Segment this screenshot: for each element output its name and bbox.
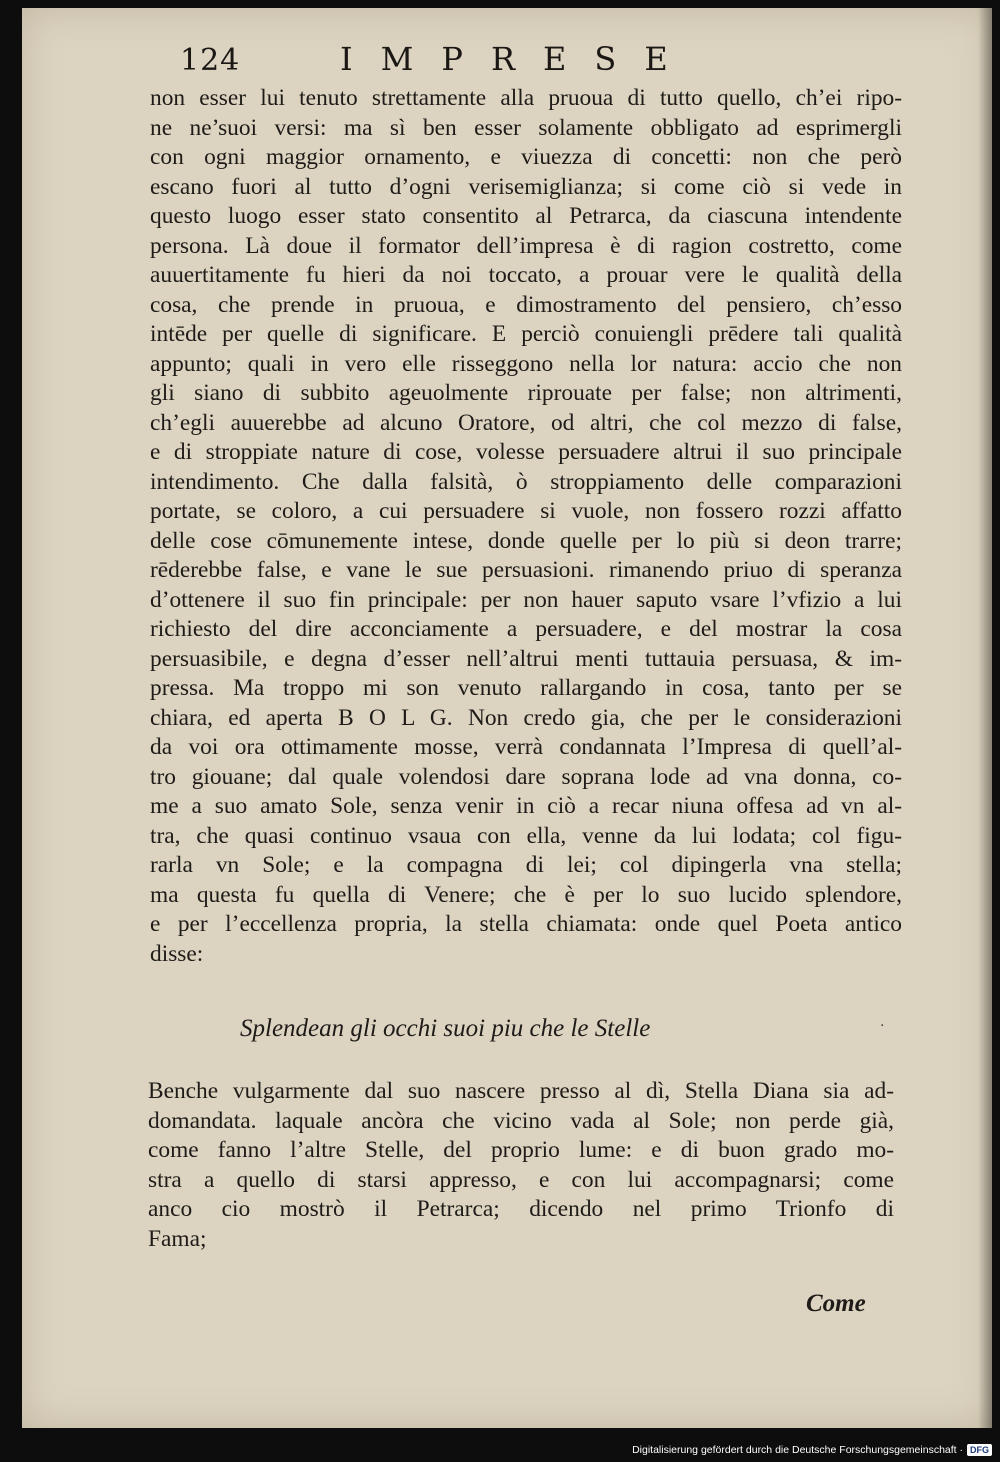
- margin-mark: ·: [880, 1018, 885, 1034]
- text-line: pressa. Ma troppo mi son venuto rallargando in cosa, tanto per se: [150, 675, 902, 701]
- text-line: tra, che quasi continuo vsaua con ella, venne da lui lodata; col figu-: [150, 822, 902, 849]
- funding-notice: Digitalisierung gefördert durch die Deutsche Forschungsgemeinschaft ·: [632, 1444, 963, 1456]
- digitization-footer: [632, 1444, 992, 1456]
- text-line: persuasibile, e degna d’esser nell’altrui menti tuttauia persuasa, & im-: [150, 645, 902, 672]
- text-line: e per l’eccellenza propria, la stella chiamata: onde quel Poeta antico: [150, 911, 902, 937]
- text-line: richiesto del dire acconciamente a persuadere, e del mostrar la cosa: [150, 616, 902, 642]
- text-line: auuertitamente fu hieri da noi toccato, a prouar vere le qualità della: [150, 262, 902, 288]
- text-line: cosa, che prende in pruoua, e dimostramento del pensiero, ch’esso: [150, 291, 902, 318]
- text-line: portate, se coloro, a cui persuadere si vuole, non fossero rozzi affatto: [150, 498, 902, 524]
- page-number: 124: [180, 43, 241, 78]
- verse-quotation: Splendean gli occhi suoi piu che le Stelle: [240, 1015, 651, 1042]
- text-line: stra a quello di starsi appresso, e con lui accompagnarsi; come: [148, 1166, 894, 1193]
- catchword: Come: [806, 1290, 866, 1317]
- body-text-continued: [148, 1077, 894, 1254]
- text-line: intendimento. Che dalla falsità, ò stroppiamento delle comparazioni: [150, 468, 902, 495]
- text-line: con ogni maggior ornamento, e viuezza di concetti: non che però: [150, 144, 902, 170]
- text-line: rēderebbe false, e vane le sue persuasioni. rimanendo priuo di speranza: [150, 557, 902, 583]
- text-line: non esser lui tenuto strettamente alla pruoua di tutto quello, ch’ei ripo-: [150, 85, 902, 111]
- dfg-logo: DFG: [967, 1444, 992, 1456]
- text-line: ma questa fu quella di Venere; che è per lo suo lucido splendore,: [150, 881, 902, 908]
- text-line: Benche vulgarmente dal suo nascere presso al dì, Stella Diana sia ad-: [148, 1078, 894, 1104]
- text-line: rarla vn Sole; e la compagna di lei; col dipingerla vna stella;: [150, 852, 902, 878]
- text-line: e di stroppiate nature di cose, volesse persuadere altrui il suo principale: [150, 439, 902, 465]
- text-line: me a suo amato Sole, senza venir in ciò a recar niuna offesa ad vn al-: [150, 793, 902, 819]
- text-line: gli siano di subbito ageuolmente riprouate per false; non altrimenti,: [150, 380, 902, 406]
- text-line: persona. Là doue il formator dell’impresa è di ragion costretto, come: [150, 232, 902, 259]
- text-line: domandata. laquale ancòra che vicino vada al Sole; non perde già,: [148, 1107, 894, 1134]
- text-line: chiara, ed aperta B O L G. Non credo gia, che per le considerazioni: [150, 704, 902, 731]
- text-line: ch’egli auuerebbe ad alcuno Oratore, od altri, che col mezzo di false,: [150, 409, 902, 436]
- text-line: da voi ora ottimamente mosse, verrà condannata l’Impresa di quell’al-: [150, 734, 902, 760]
- text-line: delle cose cōmunemente intese, donde quelle per lo più si deon trarre;: [150, 527, 902, 554]
- running-title: IMPRESE: [340, 40, 696, 78]
- page-header: [180, 40, 920, 78]
- text-line: escano fuori al tutto d’ogni verisemiglianza; si come ciò si vede in: [150, 173, 902, 200]
- text-line: intēde per quelle di significare. E perciò conuiengli prēdere tali qualità: [150, 321, 902, 347]
- text-line: come fanno l’altre Stelle, del proprio lume: e di buon grado mo-: [148, 1137, 894, 1163]
- text-line: ne ne’suoi versi: ma sì ben esser solamente obbligato ad esprimergli: [150, 114, 902, 141]
- text-line: questo luogo esser stato consentito al Petrarca, da ciascuna intendente: [150, 203, 902, 229]
- text-line: anco cio mostrò il Petrarca; dicendo nel primo Trionfo di: [148, 1196, 894, 1222]
- text-line: appunto; quali in vero elle risseggono nella lor natura: accio che non: [150, 350, 902, 377]
- text-line: tro giouane; dal quale volendosi dare soprana lode ad vna donna, co-: [150, 763, 902, 790]
- text-line: Fama;: [148, 1225, 207, 1252]
- body-text: [150, 84, 902, 969]
- text-line: d’ottenere il suo fin principale: per non hauer saputo vsare l’vfizio a lui: [150, 586, 902, 613]
- text-line: disse:: [150, 940, 204, 967]
